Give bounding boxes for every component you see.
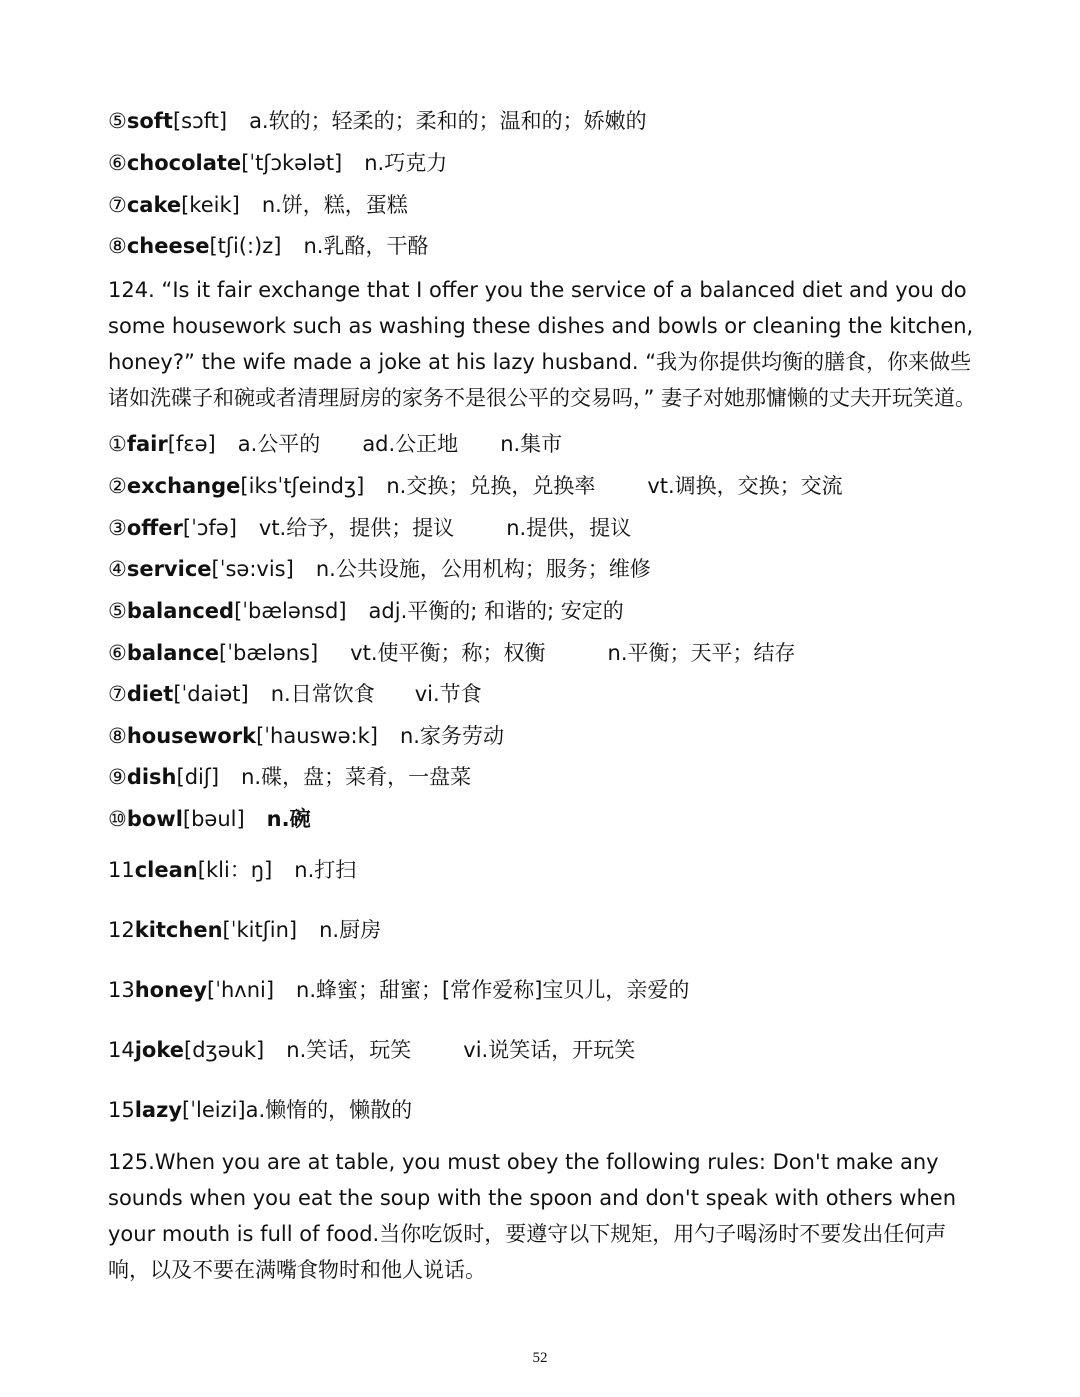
vocab-entry-housework (108, 723, 504, 749)
entry-word: offer (126, 516, 183, 540)
entry-definition: vt.调换，交换；交流 (647, 474, 843, 498)
entry-definition: n.交换；兑换，兑换率 (386, 474, 596, 498)
entry-definition: n.打扫 (294, 858, 357, 882)
example-sentence-124: 124. “Is it fair exchange that I offer you the service of a balanced diet and you do some housework such as washing these dishes and bowls or cleaning the kitchen, honey?” the wife made a joke at his lazy husband. “我为你提供均衡的膳食，你来做些诸如洗碟子和碗或者清理厨房的家务不是很公平的交易吗，” 妻子对她那慵懒的丈夫开玩笑道。 (108, 278, 977, 410)
entry-number: ⑤ (108, 109, 127, 133)
entry-word: dish (126, 765, 177, 789)
entry-definition: vt.给予，提供；提议 (258, 516, 455, 540)
entry-number: ⑧ (108, 724, 127, 748)
entry-number: ⑨ (108, 765, 127, 789)
entry-pronunciation: [sɔft] (172, 109, 228, 133)
entry-number: ⑦ (108, 682, 127, 706)
vocab-entry-bowl (108, 806, 311, 832)
entry-definition: n.饼，糕，蛋糕 (261, 193, 408, 217)
entry-number: 15 (108, 1098, 135, 1122)
entry-pronunciation: [fɛə] (167, 432, 216, 456)
entry-word: joke (134, 1038, 185, 1062)
example-sentence-125: 125.When you are at table, you must obey the following rules: Don't make any sounds when you eat the soup with the spoon and don't speak with others when your mouth is full of food.当你吃饭时，要遵守以下规矩，用勺子喝汤时不要发出任何声响，以及不要在满嘴食物时和他人说话。 (108, 1150, 957, 1282)
entry-pronunciation: [keik] (181, 193, 240, 217)
entry-pronunciation: [ˈdaiət] (173, 682, 249, 706)
entry-number: 13 (108, 978, 135, 1002)
entry-word: housework (126, 724, 257, 748)
entry-pronunciation: [ˈhauswə:k] (256, 724, 378, 748)
entry-word: clean (134, 858, 198, 882)
entry-definition: n.日常饮食 (270, 682, 375, 706)
vocab-entry-diet (108, 681, 482, 707)
vocab-entry-kitchen (108, 917, 381, 943)
entry-number: 11 (108, 858, 135, 882)
vocab-entry-chocolate (108, 150, 447, 176)
entry-pronunciation: [kli：ŋ] (197, 858, 273, 882)
entry-definition: vi.说笑话，开玩笑 (463, 1038, 636, 1062)
entry-definition: vi.节食 (414, 682, 482, 706)
entry-word: kitchen (134, 918, 223, 942)
vocab-entry-cheese (108, 233, 428, 259)
entry-word: fair (126, 432, 168, 456)
entry-definition: n.乳酪，干酪 (303, 234, 429, 258)
entry-definition: adj.平衡的; 和谐的; 安定的 (368, 599, 624, 623)
vocab-entry-balanced (108, 598, 624, 624)
vocab-entry-balance (108, 640, 796, 666)
entry-word: lazy (134, 1098, 183, 1122)
entry-pronunciation: [ˈsə:vis] (211, 557, 294, 581)
entry-word: honey (134, 978, 207, 1002)
entry-number: 12 (108, 918, 135, 942)
entry-definition: a.软的；轻柔的；柔和的；温和的；娇嫩的 (249, 109, 647, 133)
entry-definition: n.集市 (500, 432, 563, 456)
entry-definition: n.碟，盘；菜肴，一盘菜 (241, 765, 472, 789)
entry-definition: n.碗 (266, 807, 311, 831)
entry-pronunciation: [ˈhʌni] (207, 978, 275, 1002)
vocab-entry-clean (108, 857, 356, 883)
entry-definition: n.笑话，玩笑 (286, 1038, 412, 1062)
entry-word: cake (126, 193, 182, 217)
entry-number: 14 (108, 1038, 135, 1062)
entry-pronunciation: [dʒəuk] (184, 1038, 265, 1062)
entry-definition: n.厨房 (319, 918, 382, 942)
vocab-entry-exchange (108, 473, 843, 499)
vocab-entry-honey (108, 977, 689, 1003)
entry-number: ⑧ (108, 234, 127, 258)
vocab-entry-fair (108, 431, 562, 457)
vocab-entry-dish (108, 764, 471, 790)
entry-definition: a.懒惰的，懒散的 (245, 1098, 413, 1122)
entry-word: soft (126, 109, 173, 133)
entry-pronunciation: [ˈtʃɔkələt] (241, 151, 343, 175)
entry-word: chocolate (126, 151, 242, 175)
entry-pronunciation: [ˈɔfə] (182, 516, 237, 540)
entry-definition: n.巧克力 (364, 151, 448, 175)
entry-definition: n.家务劳动 (399, 724, 504, 748)
entry-number: ① (108, 432, 127, 456)
entry-definition: n.公共设施，公用机构；服务；维修 (315, 557, 651, 581)
entry-pronunciation: [ˈleizi] (182, 1098, 246, 1122)
entry-definition: ad.公正地 (362, 432, 459, 456)
entry-number: ④ (108, 557, 127, 581)
entry-number: ⑩ (108, 807, 127, 831)
entry-definition: a.公平的 (237, 432, 321, 456)
entry-pronunciation: [tʃi(:)z] (209, 234, 282, 258)
vocab-entry-joke (108, 1037, 635, 1063)
entry-word: balanced (126, 599, 235, 623)
entry-pronunciation: [ˈbælənsd] (234, 599, 347, 623)
entry-word: bowl (126, 807, 183, 831)
vocab-entry-lazy (108, 1097, 412, 1123)
entry-number: ⑥ (108, 151, 127, 175)
entry-number: ⑤ (108, 599, 127, 623)
vocab-entry-cake (108, 192, 408, 218)
entry-pronunciation: [bəul] (182, 807, 245, 831)
entry-number: ③ (108, 516, 127, 540)
entry-number: ⑦ (108, 193, 127, 217)
entry-word: diet (126, 682, 174, 706)
entry-pronunciation: [iksˈtʃeindʒ] (240, 474, 365, 498)
entry-definition: n.平衡；天平；结存 (607, 641, 796, 665)
entry-word: service (126, 557, 212, 581)
entry-word: cheese (126, 234, 210, 258)
vocab-entry-service (108, 556, 651, 582)
entry-pronunciation: [diʃ] (176, 765, 220, 789)
entry-definition: n.提供，提议 (506, 516, 632, 540)
vocab-entry-offer (108, 515, 631, 541)
entry-pronunciation: [ˈkitʃin] (222, 918, 298, 942)
entry-word: balance (126, 641, 220, 665)
entry-number: ⑥ (108, 641, 127, 665)
entry-definition: n.蜂蜜；甜蜜；[常作爱称]宝贝儿，亲爱的 (296, 978, 690, 1002)
entry-word: exchange (126, 474, 241, 498)
page-number: 52 (532, 1350, 548, 1366)
entry-number: ② (108, 474, 127, 498)
entry-definition: vt.使平衡；称；权衡 (350, 641, 546, 665)
entry-pronunciation: [ˈbæləns] (219, 641, 319, 665)
vocab-entry-soft (108, 108, 647, 134)
